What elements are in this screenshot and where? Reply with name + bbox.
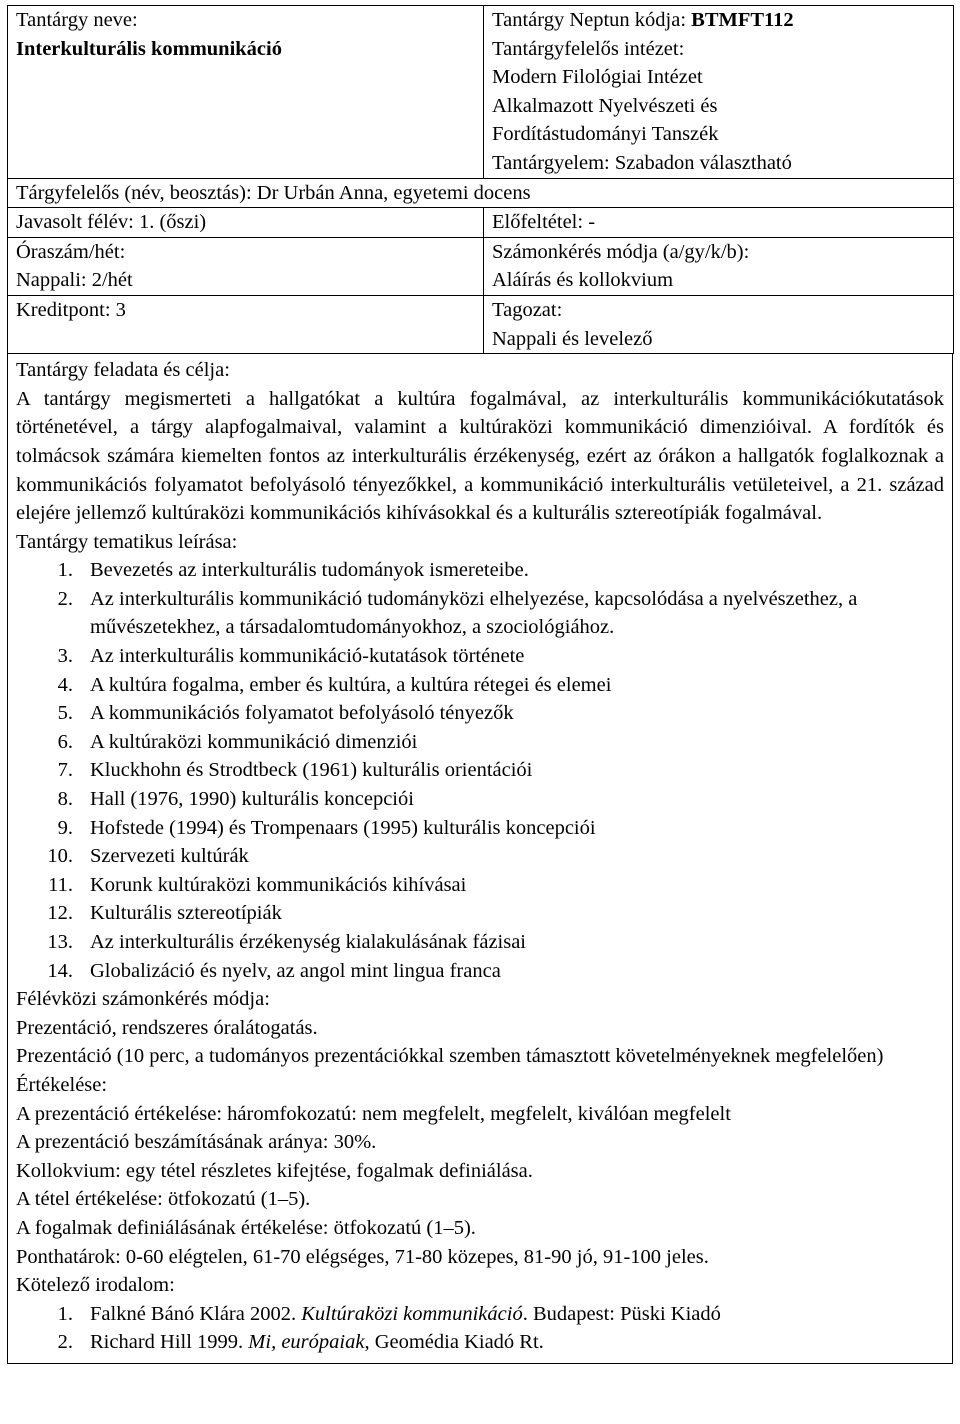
item-text: Az interkulturális érzékenység kialakulásának fázisai (90, 931, 527, 953)
literature-title: Kultúraközi kommunikáció (301, 1302, 523, 1325)
item-number: 4. (57, 673, 73, 696)
evaluation-line: A prezentáció beszámításának aránya: 30%. (16, 1131, 377, 1154)
row-responsible (8, 178, 954, 208)
row-name-neptun (8, 6, 954, 179)
midterm-line: Prezentáció (10 perc, a tudományos prezentációkkal szemben támasztott követelményeknek megfelelően) (16, 1045, 884, 1068)
semester: Javasolt félév: 1. (őszi) (8, 208, 484, 238)
institute-line: Fordítástudományi Tanszék (492, 123, 719, 146)
list-item (16, 756, 944, 785)
item-text: Kulturális sztereotípiák (90, 902, 282, 925)
item-number: 6. (57, 730, 73, 753)
item-text: Hall (1976, 1990) kulturális koncepciói (90, 788, 414, 811)
item-text: Az interkulturális kommunikáció tudományközi elhelyezése, kapcsolódása a nyelvészethez, a művészetekhez, a társadalomtudományokhoz, a szociológiához. (90, 587, 858, 639)
evaluation-line: Ponthatárok: 0-60 elégtelen, 61-70 elégséges, 71-80 közepes, 81-90 jó, 91-100 jeles. (16, 1245, 709, 1268)
literature-heading: Kötelező irodalom: (16, 1274, 175, 1297)
item-number: 1. (57, 559, 73, 582)
course-info-table (7, 5, 954, 354)
item-number: 1. (57, 1302, 73, 1325)
literature-author: Richard Hill 1999. (90, 1331, 249, 1354)
prerequisite: Előfeltétel: - (484, 208, 954, 238)
subject-name-label: Tantárgy neve: (16, 9, 138, 31)
list-item (16, 785, 944, 814)
evaluation-heading: Értékelése: (16, 1073, 108, 1096)
literature-publisher: , Geomédia Kiadó Rt. (364, 1331, 544, 1354)
item-text: A kommunikációs folyamatot befolyásoló tényezők (90, 702, 514, 725)
list-item (16, 671, 944, 700)
subject-element: Tantárgyelem: Szabadon választható (492, 151, 792, 174)
literature-item (16, 1328, 944, 1357)
row-semester (8, 208, 954, 238)
literature-title: Mi, európaiak (248, 1331, 365, 1354)
division-label: Tagozat: (492, 298, 563, 321)
neptun-line (492, 6, 945, 35)
item-text: Korunk kultúraközi kommunikációs kihívásai (90, 873, 467, 896)
literature-publisher: . Budapest: Püski Kiadó (522, 1302, 721, 1325)
row-hours-assessment (8, 237, 954, 295)
evaluation-line: Kollokvium: egy tétel részletes kifejtése, fogalmak definiálása. (16, 1159, 533, 1182)
assessment-value: Aláírás és kollokvium (492, 269, 674, 292)
midterm-line: Prezentáció, rendszeres óralátogatás. (16, 1016, 318, 1039)
item-number: 5. (57, 702, 73, 725)
list-item (16, 899, 944, 928)
list-item (16, 728, 944, 757)
division-cell (484, 295, 954, 353)
item-number: 3. (57, 645, 73, 668)
evaluation-line: A fogalmak definiálásának értékelése: ötfokozatú (1–5). (16, 1216, 476, 1239)
thematic-list (16, 556, 944, 985)
list-item (16, 928, 944, 957)
hours-value: Nappali: 2/hét (16, 269, 133, 292)
course-body (7, 354, 953, 1364)
literature-author: Falkné Bánó Klára 2002. (90, 1302, 302, 1325)
institute-line: Alkalmazott Nyelvészeti és (492, 94, 718, 117)
institute-line: Modern Filológiai Intézet (492, 66, 703, 89)
item-number: 13. (47, 931, 73, 953)
item-text: Szervezeti kultúrák (90, 845, 249, 868)
item-number: 14. (47, 959, 73, 982)
neptun-cell (484, 6, 954, 179)
course-description-sheet (7, 5, 953, 1364)
evaluation-line: A prezentáció értékelése: háromfokozatú: nem megfelelt, megfelelt, kiválóan megfelelt (16, 1102, 731, 1125)
list-item (16, 699, 944, 728)
row-credits-division (8, 295, 954, 353)
list-item (16, 842, 944, 871)
list-item (16, 556, 944, 585)
literature-list (16, 1300, 944, 1357)
item-text: Az interkulturális kommunikáció-kutatások története (90, 645, 525, 668)
item-number: 2. (57, 1331, 73, 1354)
list-item (16, 957, 944, 986)
goal-text: A tantárgy megismerteti a hallgatókat a kultúra fogalmával, az interkulturális kommunikációkutatások történetével, a tárgy alapfogalmaival, valamint a kultúraközi kommunikáció dimenzióival. A fordítók és tolmácsok számára kiemelten fontos az interkulturális érzékenység, ezért az órákon a hallgatók foglalkoznak a kommunikációs folyamatot befolyásoló tényezőkkel, a kommunikáció interkulturális vetületeivel, a 21. század elejére jellemző kultúraközi kommunikációs kihívásokkal és a kulturális sztereotípiák fogalmával. (16, 387, 944, 525)
credits: Kreditpont: 3 (8, 295, 484, 353)
assessment-cell (484, 237, 954, 295)
item-number: 8. (57, 788, 73, 811)
division-value: Nappali és levelező (492, 327, 653, 350)
item-number: 12. (47, 902, 73, 925)
item-text: Kluckhohn és Strodtbeck (1961) kulturális orientációi (90, 759, 533, 782)
hours-cell (8, 237, 484, 295)
evaluation-line: A tétel értékelése: ötfokozatú (1–5). (16, 1188, 311, 1211)
item-number: 7. (57, 759, 73, 782)
responsible: Tárgyfelelős (név, beosztás): Dr Urbán Anna, egyetemi docens (8, 178, 954, 208)
goal-heading: Tantárgy feladata és célja: (16, 359, 230, 382)
item-text: A kultúraközi kommunikáció dimenziói (90, 730, 418, 753)
thematic-heading: Tantárgy tematikus leírása: (16, 530, 238, 553)
list-item (16, 642, 944, 671)
item-number: 10. (47, 845, 73, 868)
item-text: A kultúra fogalma, ember és kultúra, a kultúra rétegei és elemei (90, 673, 612, 696)
assessment-label: Számonkérés módja (a/gy/k/b): (492, 240, 750, 263)
subject-name-cell (8, 6, 484, 179)
item-text: Hofstede (1994) és Trompenaars (1995) kulturális koncepciói (90, 816, 596, 839)
list-item (16, 814, 944, 843)
neptun-code: BTMFT112 (691, 9, 794, 31)
literature-item (16, 1300, 944, 1329)
subject-name: Interkulturális kommunikáció (16, 37, 282, 60)
item-text: Bevezetés az interkulturális tudományok ismereteibe. (90, 559, 529, 582)
neptun-label: Tantárgy Neptun kódja: (492, 9, 692, 31)
institute-label: Tantárgyfelelős intézet: (492, 37, 685, 60)
item-number: 11. (48, 873, 73, 896)
midterm-heading: Félévközi számonkérés módja: (16, 988, 270, 1011)
list-item (16, 871, 944, 900)
item-text: Globalizáció és nyelv, az angol mint lingua franca (90, 959, 501, 982)
list-item (16, 585, 944, 642)
item-number: 2. (57, 587, 73, 610)
item-number: 9. (57, 816, 73, 839)
hours-label: Óraszám/hét: (16, 240, 126, 263)
